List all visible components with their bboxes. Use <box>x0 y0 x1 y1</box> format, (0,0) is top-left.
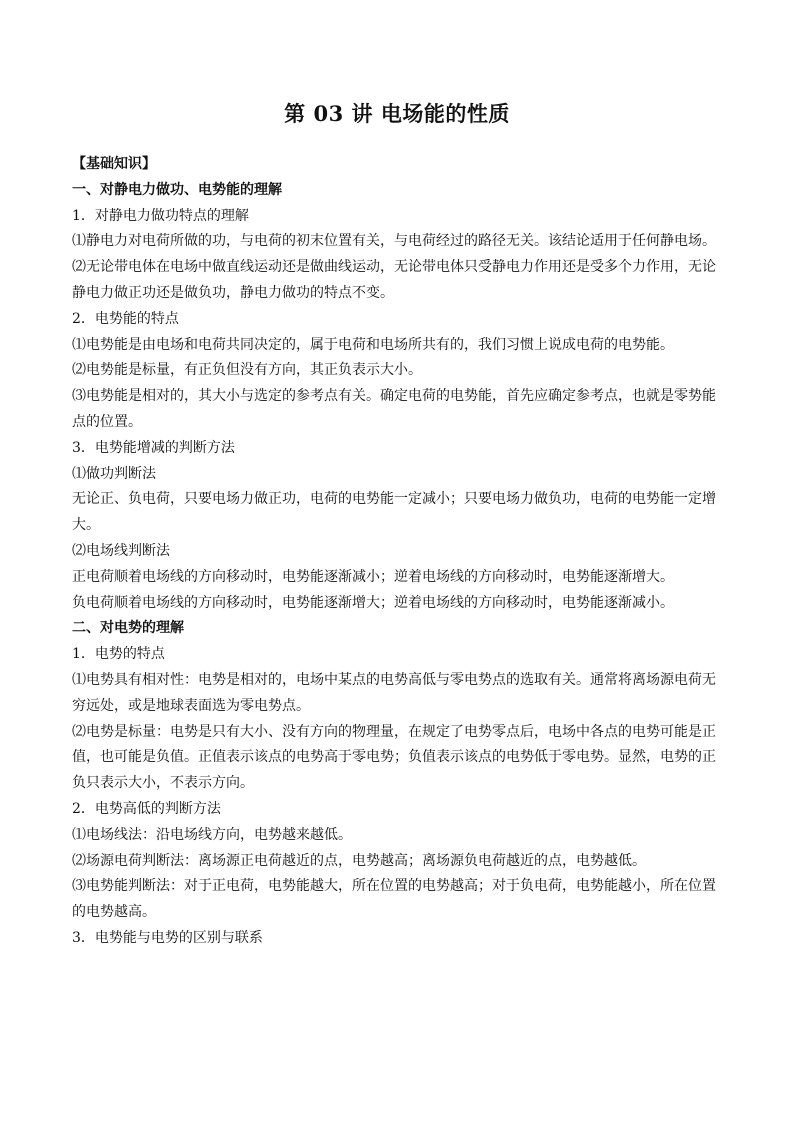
document-body <box>72 152 724 952</box>
paragraph: ⑵电势是标量：电势是只有大小、没有方向的物理量，在规定了电势零点后，电场中各点的电势可能是正值，也可能是负值。正值表示该点的电势高于零电势；负值表示该点的电势低于零电势。显然，电势的正负只表示大小，不表示方向。 <box>72 723 716 792</box>
section-tag: 【基础知识】 <box>72 156 156 172</box>
section-heading-1: 一、对静电力做功、电势能的理解 <box>72 181 282 198</box>
method-label: ⑴做功判断法 <box>72 465 156 482</box>
paragraph: 无论正、负电荷，只要电场力做正功，电荷的电势能一定减小；只要电场力做负功，电荷的电势能一定增大。 <box>72 491 716 534</box>
paragraph: 负电荷顺着电场线的方向移动时，电势能逐渐增大；逆着电场线的方向移动时，电势能逐渐减小。 <box>72 594 674 611</box>
paragraph: ⑵无论带电体在电场中做直线运动还是做曲线运动，无论带电体只受静电力作用还是受多个力作用，无论静电力做正功还是做负功，静电力做功的特点不变。 <box>72 259 716 301</box>
subsection-heading-2-1: 1．电势的特点 <box>72 646 165 663</box>
paragraph: ⑶电势能判断法：对于正电荷，电势能越大，所在位置的电势越高；对于负电荷，电势能越小，所在位置的电势越高。 <box>72 878 716 921</box>
paragraph: ⑴电势具有相对性：电势是相对的，电场中某点的电势高低与零电势点的选取有关。通常将离场源电荷无穷远处，或是地球表面选为零电势点。 <box>72 671 716 714</box>
section-heading-2: 二、对电势的理解 <box>72 620 184 637</box>
paragraph: ⑴静电力对电荷所做的功，与电荷的初末位置有关，与电荷经过的路径无关。该结论适用于任何静电场。 <box>72 233 716 250</box>
page-title: 第 03 讲 电场能的性质 <box>284 101 510 126</box>
method-label: ⑵电场线判断法 <box>72 542 170 559</box>
subsection-heading-2-3: 3．电势能与电势的区别与联系 <box>72 929 263 946</box>
subsection-heading-1-3: 3．电势能增减的判断方法 <box>72 439 235 456</box>
subsection-heading-2-2: 2．电势高低的判断方法 <box>72 800 221 817</box>
paragraph: ⑴电场线法：沿电场线方向，电势越来越低。 <box>72 826 352 843</box>
subsection-heading-1-1: 1．对静电力做功特点的理解 <box>72 207 249 224</box>
paragraph: 正电荷顺着电场线的方向移动时，电势能逐渐减小；逆着电场线的方向移动时，电势能逐渐增大。 <box>72 568 674 585</box>
paragraph: ⑵电势能是标量，有正负但没有方向，其正负表示大小。 <box>72 362 422 379</box>
paragraph: ⑴电势能是由电场和电荷共同决定的，属于电荷和电场所共有的，我们习惯上说成电荷的电势能。 <box>72 336 674 353</box>
paragraph: ⑵场源电荷判断法：离场源正电荷越近的点，电势越高；离场源负电荷越近的点，电势越低。 <box>72 852 646 869</box>
paragraph: ⑶电势能是相对的，其大小与选定的参考点有关。确定电荷的电势能，首先应确定参考点，也就是零势能点的位置。 <box>72 388 716 430</box>
subsection-heading-1-2: 2．电势能的特点 <box>72 310 179 327</box>
